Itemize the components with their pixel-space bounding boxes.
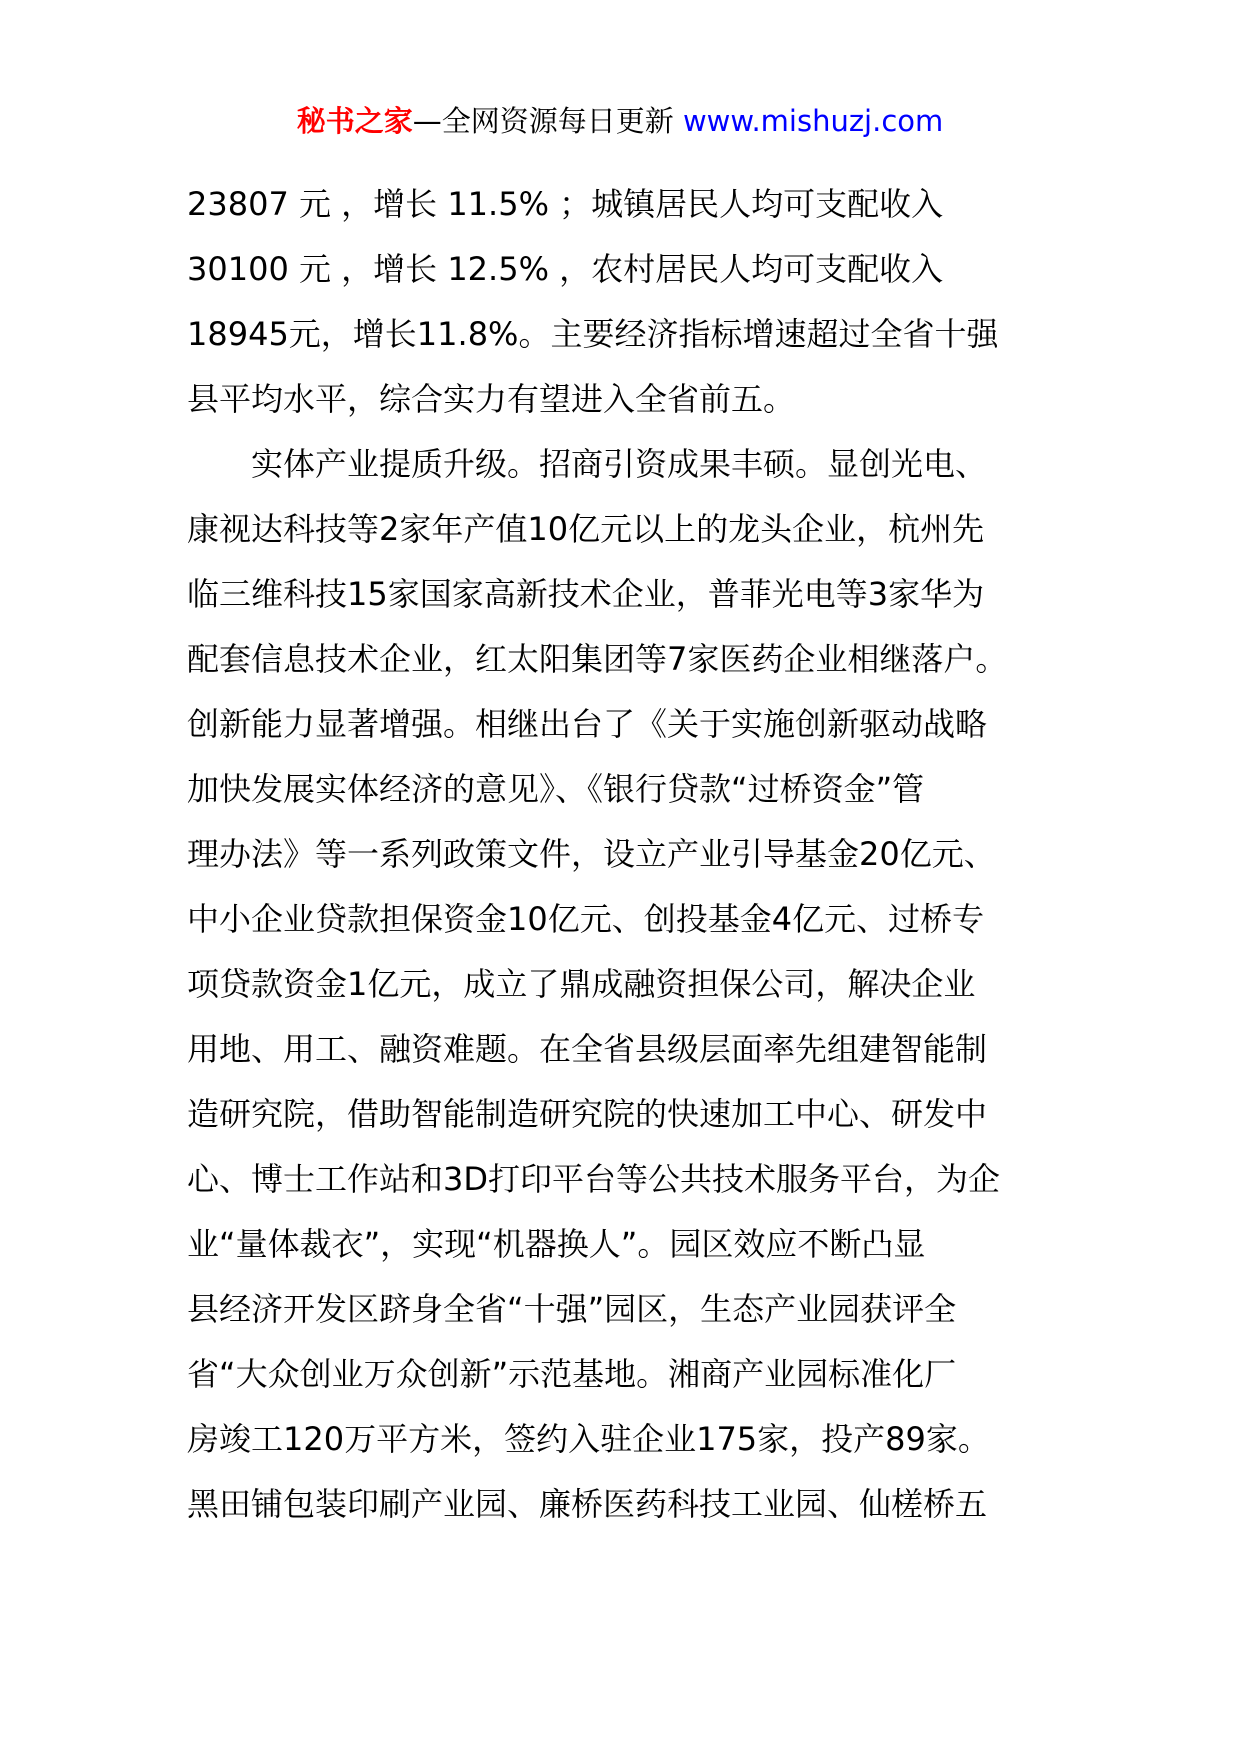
text-line: 康视达科技等2家年产值10亿元以上的龙头企业，杭州先	[187, 510, 985, 548]
text-line: 项贷款资金1亿元，成立了鼎成融资担保公司，解决企业	[187, 965, 976, 1003]
text-line: 黑田铺包装印刷产业园、廉桥医药科技工业园、仙槎桥五	[187, 1485, 988, 1523]
text-line: 造研究院，借助智能制造研究院的快速加工中心、研发中	[187, 1095, 988, 1133]
text-line: 用地、用工、融资难题。在全省县级层面率先组建智能制	[187, 1030, 988, 1068]
text-line: 中小企业贷款担保资金10亿元、创投基金4亿元、过桥专	[187, 900, 985, 938]
text-line: 县平均水平，综合实力有望进入全省前五。	[187, 380, 796, 418]
text-line: 临三维科技15家国家高新技术企业，普菲光电等3家华为	[187, 575, 985, 613]
text-line: 省“大众创业万众创新”示范基地。湘商产业园标准化厂	[187, 1355, 957, 1393]
text-line: 理办法》等一系列政策文件，设立产业引导基金20亿元、	[187, 835, 996, 873]
text-line: 23807 元 ，增长 11.5% ；城镇居民人均可支配收入	[187, 185, 944, 223]
text-line: 业“量体裁衣”，实现“机器换人”。园区效应不断凸显	[187, 1225, 926, 1263]
text-line: 房竣工120万平方米，签约入驻企业175家，投产89家。	[187, 1420, 990, 1458]
text-line: 30100 元 ，增长 12.5% ，农村居民人均可支配收入	[187, 250, 944, 288]
site-url-link[interactable]: www.mishuzj.com	[682, 104, 944, 138]
brand-name: 秘书之家	[296, 104, 413, 138]
document-body	[187, 172, 1057, 1537]
paragraph-start-line: 实体产业提质升级。招商引资成果丰硕。显创光电、	[251, 445, 988, 483]
text-line: 县经济开发区跻身全省“十强”园区，生态产业园获评全	[187, 1290, 957, 1328]
text-line: 配套信息技术企业，红太阳集团等7家医药企业相继落户。	[187, 640, 1008, 678]
text-line: 18945元，增长11.8%。主要经济指标增速超过全省十强	[187, 315, 999, 353]
text-line: 加快发展实体经济的意见》、《银行贷款“过桥资金”管	[187, 770, 925, 808]
header-tagline: —全网资源每日更新	[412, 104, 683, 138]
page-header	[0, 101, 1240, 141]
text-line: 心、博士工作站和3D打印平台等公共技术服务平台，为企	[187, 1160, 1001, 1198]
text-line: 创新能力显著增强。相继出台了《关于实施创新驱动战略	[187, 705, 988, 743]
